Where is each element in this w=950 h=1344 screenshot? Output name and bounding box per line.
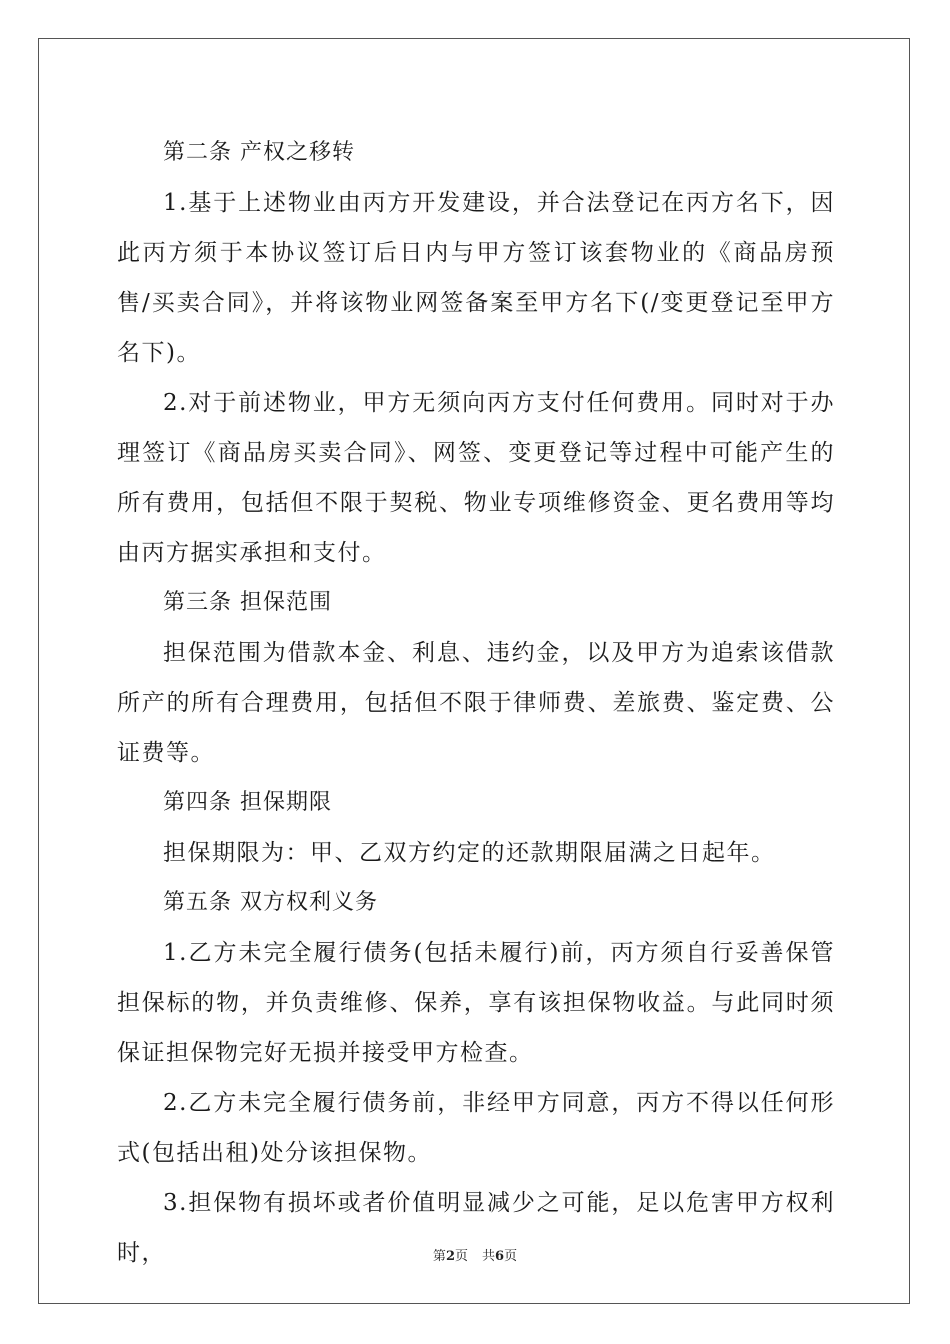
- total-pages: 6: [495, 1249, 505, 1264]
- article-2-clause-1: 1.基于上述物业由丙方开发建设，并合法登记在丙方名下，因此丙方须于本协议签订后日内与甲方签订该套物业的《商品房预售/买卖合同》，并将该物业网签备案至甲方名下(/变更登记至甲方名下)。: [117, 190, 835, 366]
- page-number: 2: [445, 1249, 455, 1264]
- article-5-heading: 第五条 双方权利义务: [163, 890, 378, 915]
- article-2-clause-2: 2.对于前述物业，甲方无须向丙方支付任何费用。同时对于办理签订《商品房买卖合同》、网签、变更登记等过程中可能产生的所有费用，包括但不限于契税、物业专项维修资金、更名费用等均由丙方据实承担和支付。: [117, 390, 835, 566]
- article-4-body: 担保期限为：甲、乙双方约定的还款期限届满之日起年。: [163, 840, 776, 866]
- page-prefix: 第: [432, 1249, 446, 1264]
- total-suffix: 页: [504, 1249, 518, 1264]
- article-3-heading: 第三条 担保范围: [163, 590, 332, 615]
- document-body: [117, 128, 835, 1278]
- page-suffix: 页: [454, 1249, 468, 1264]
- article-5-clause-2: 2.乙方未完全履行债务前，非经甲方同意，丙方不得以任何形式(包括出租)处分该担保物。: [117, 1090, 835, 1166]
- article-3-body: 担保范围为借款本金、利息、违约金，以及甲方为追索该借款所产的所有合理费用，包括但不限于律师费、差旅费、鉴定费、公证费等。: [117, 640, 835, 766]
- article-4-heading: 第四条 担保期限: [163, 790, 332, 815]
- article-5-clause-3: 3.担保物有损坏或者价值明显减少之可能，足以危害甲方权利时，: [117, 1190, 835, 1266]
- article-5-clause-1: 1.乙方未完全履行债务(包括未履行)前，丙方须自行妥善保管担保标的物，并负责维修、保养，享有该担保物收益。与此同时须保证担保物完好无损并接受甲方检查。: [117, 940, 835, 1066]
- total-prefix: 共: [482, 1249, 496, 1264]
- page-footer: [0, 1245, 950, 1264]
- article-2-heading: 第二条 产权之移转: [163, 140, 355, 165]
